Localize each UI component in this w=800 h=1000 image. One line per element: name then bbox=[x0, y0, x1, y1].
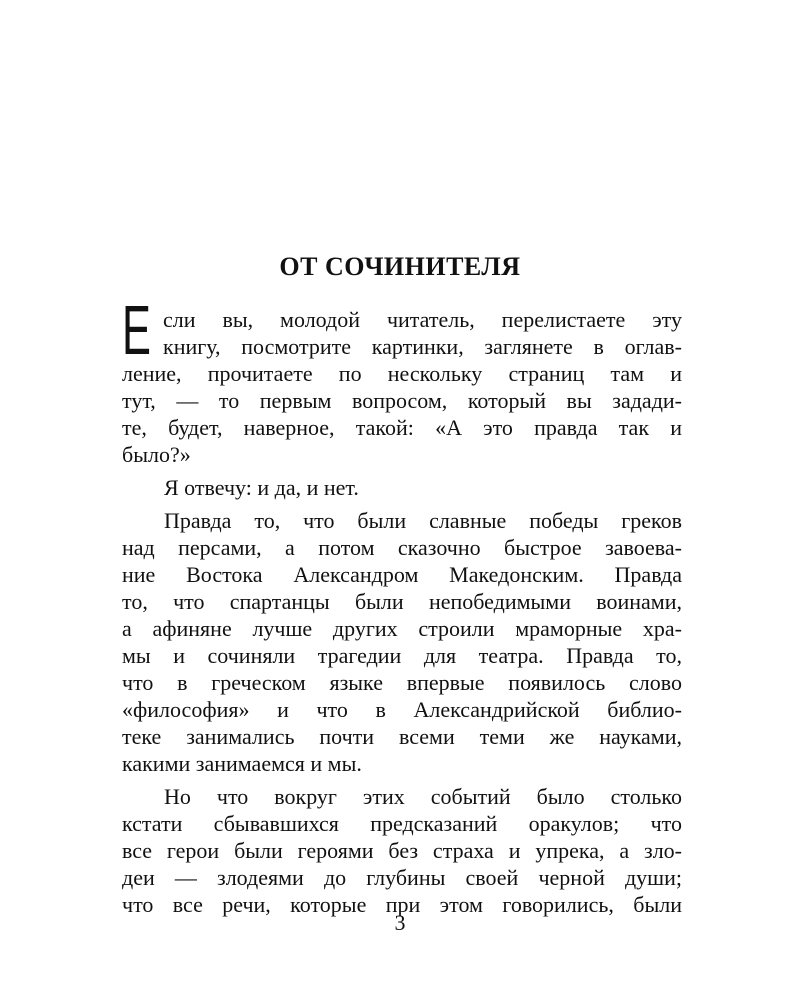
text-line: ление, прочитаете по нескольку страниц там и bbox=[122, 361, 682, 386]
text-line: ние Востока Александром Македонским. Правда bbox=[122, 562, 682, 587]
page-number: 3 bbox=[394, 910, 406, 935]
text-line: то, что спартанцы были непобедимыми воинами, bbox=[122, 589, 682, 614]
paragraph bbox=[122, 474, 682, 501]
text-line: что в греческом языке впервые появилось слово bbox=[122, 670, 682, 695]
text-line: Правда то, что были славные победы греков bbox=[164, 508, 682, 533]
paragraph bbox=[122, 783, 682, 918]
body-text bbox=[122, 306, 682, 918]
chapter-title: ОТ СОЧИНИТЕЛЯ bbox=[279, 252, 521, 281]
text-line: теке занимались почти всеми теми же науками, bbox=[122, 724, 682, 749]
text-line: кстати сбывавшихся предсказаний оракулов; что bbox=[122, 811, 682, 836]
text-line: а афиняне лучше других строили мраморные хра- bbox=[122, 616, 682, 641]
text-line: книгу, посмотрите картинки, заглянете в оглав- bbox=[163, 334, 682, 359]
text-line: какими занимаемся и мы. bbox=[122, 751, 362, 776]
text-line: мы и сочиняли трагедии для театра. Правда то, bbox=[122, 643, 682, 668]
text-line: все герои были героями без страха и упрека, а зло- bbox=[122, 838, 682, 863]
text-line: что все речи, которые при этом говорились, были bbox=[122, 892, 682, 917]
text-line: Я отвечу: и да, и нет. bbox=[164, 475, 359, 500]
text-line: сли вы, молодой читатель, перелистаете эту bbox=[163, 307, 682, 332]
text-line: те, будет, наверное, такой: «А это правда так и bbox=[122, 415, 682, 440]
paragraph bbox=[122, 306, 682, 468]
text-line: было?» bbox=[122, 442, 191, 467]
drop-cap-letter: Е bbox=[122, 291, 151, 369]
text-line: тут, — то первым вопросом, который вы задади- bbox=[122, 388, 682, 413]
text-line: «философия» и что в Александрийской библио- bbox=[122, 697, 682, 722]
text-line: Но что вокруг этих событий было столько bbox=[164, 784, 682, 809]
paragraph bbox=[122, 507, 682, 777]
text-line: над персами, а потом сказочно быстрое завоева- bbox=[122, 535, 682, 560]
text-line: деи — злодеями до глубины своей черной души; bbox=[122, 865, 682, 890]
